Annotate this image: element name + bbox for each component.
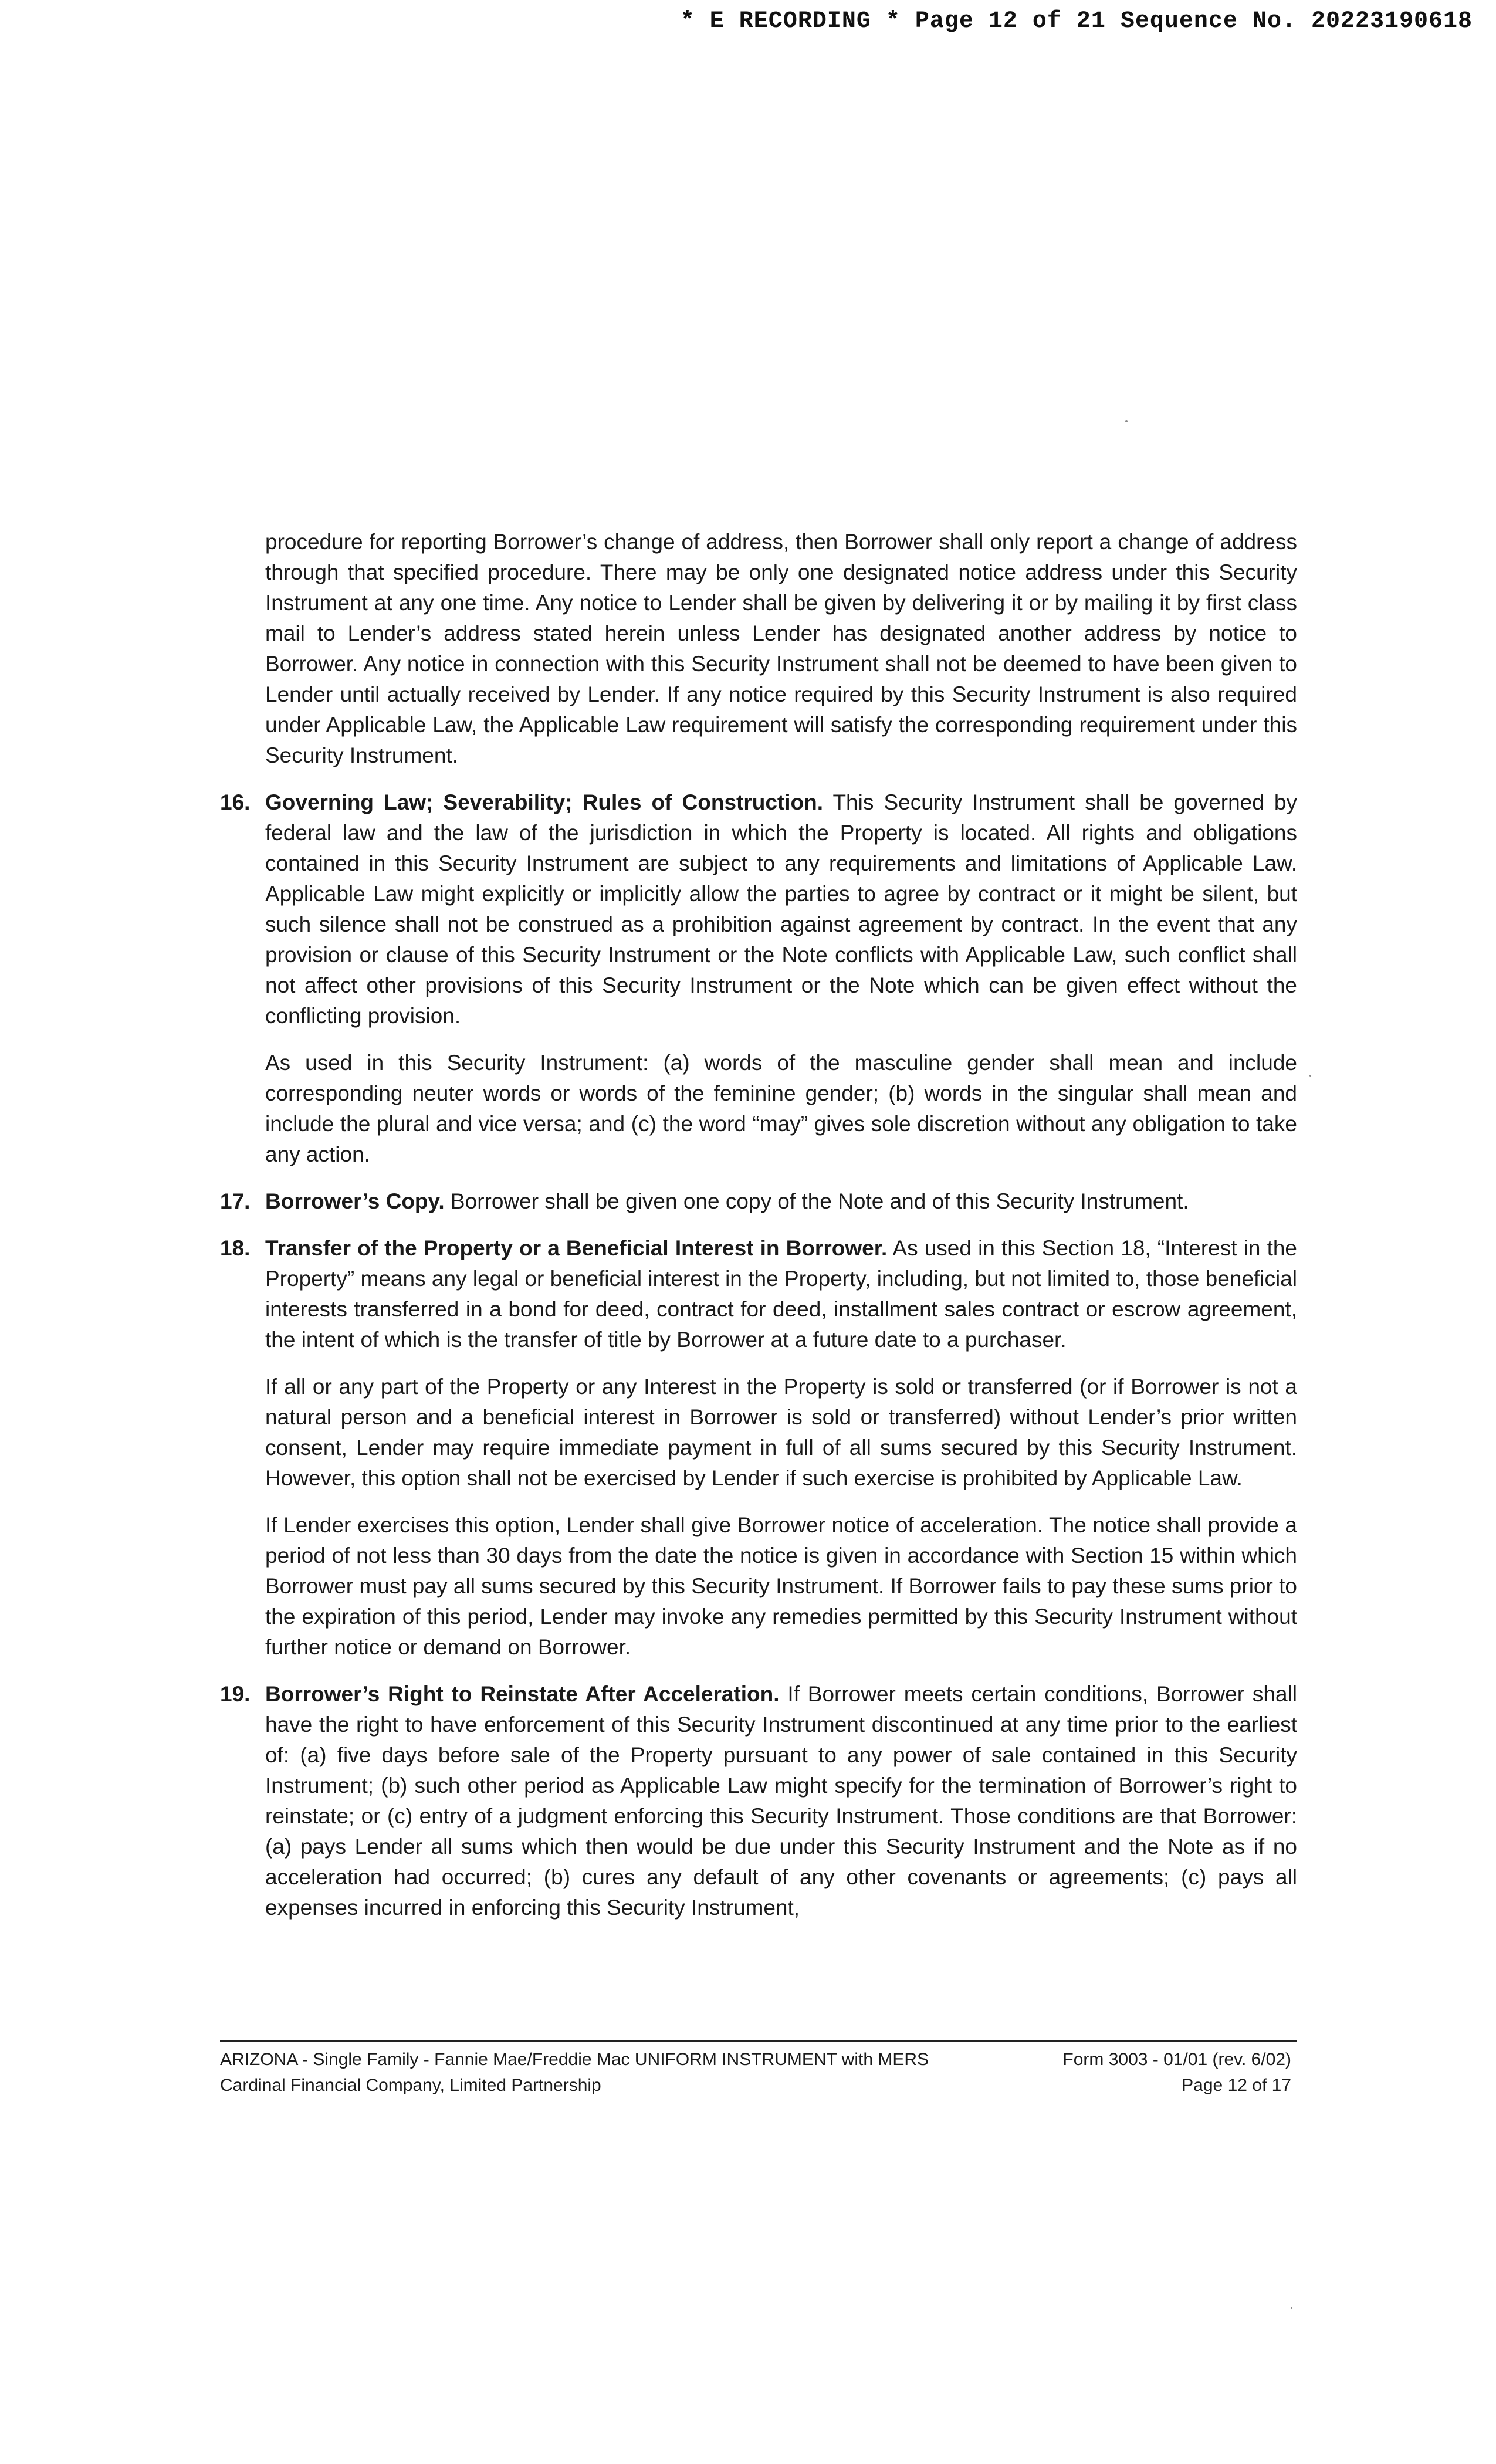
- document-body: [220, 527, 1297, 1940]
- footer-form-title: ARIZONA - Single Family - Fannie Mae/Freddie Mac UNIFORM INSTRUMENT with MERS: [220, 2050, 929, 2069]
- section-body: [265, 1186, 1297, 1217]
- section-heading: Borrower’s Right to Reinstate After Acceleration.: [265, 1682, 780, 1706]
- page-footer: [220, 2040, 1297, 2099]
- footer-lender: Cardinal Financial Company, Limited Partnership: [220, 2076, 601, 2095]
- section-17: [220, 1186, 1297, 1217]
- footer-row: [220, 2047, 1297, 2073]
- continuation-paragraph: procedure for reporting Borrower’s change of address, then Borrower shall only report a change of address through that specified procedure. There may be only one designated notice address under this Security Instrument at any one time. Any notice to Lender shall be given by delivering it or by mailing it by first class mail to Lender’s address stated herein unless Lender has designated another address by notice to Borrower. Any notice in connection with this Security Instrument shall not be deemed to have been given to Lender until actually received by Lender. If any notice required by this Security Instrument is also required under Applicable Law, the Applicable Law requirement will satisfy the corresponding requirement under this Security Instrument.: [265, 530, 1297, 767]
- section-18-paragraph: If Lender exercises this option, Lender shall give Borrower notice of acceleration. The notice shall provide a period of not less than 30 days from the date the notice is given in accordance with Section 15 within which Borrower must pay all sums secured by this Security Instrument. If Borrower fails to pay these sums prior to the expiration of this period, Lender may invoke any remedies permitted by this Security Instrument without further notice or demand on Borrower.: [265, 1513, 1297, 1659]
- section-16-paragraph: As used in this Security Instrument: (a) words of the masculine gender shall mean and include corresponding neuter words or words of the feminine gender; (b) words in the singular shall mean and include the plural and vice versa; and (c) the word “may” gives sole discretion without any obligation to take any action.: [265, 1051, 1297, 1166]
- recording-stamp-header: * E RECORDING * Page 12 of 21 Sequence No. 20223190618: [680, 8, 1473, 35]
- section-number: 19.: [220, 1682, 251, 1706]
- section-18-paragraph: If all or any part of the Property or any Interest in the Property is sold or transferred (or if Borrower is not a natural person and a beneficial interest in Borrower is sold or transferred) without Lender’s prior written consent, Lender may require immediate payment in full of all sums secured by this Security Instrument. However, this option shall not be exercised by Lender if such exercise is prohibited by Applicable Law.: [265, 1375, 1297, 1490]
- section-number: 17.: [220, 1189, 251, 1213]
- scan-speck: [1309, 1075, 1311, 1077]
- section-number: 18.: [220, 1236, 251, 1260]
- section-16: [220, 787, 1297, 1031]
- section-body: [265, 1233, 1297, 1355]
- section-heading: Borrower’s Copy.: [265, 1189, 445, 1213]
- section-text: If Borrower meets certain conditions, Borrower shall have the right to have enforcement of this Security Instrument discontinued at any time prior to the earliest of: (a) five days before sale of the Property pursuant to any power of sale contained in this Security Instrument; (b) such other period as Applicable Law might specify for the termination of Borrower’s right to reinstate; or (c) entry of a judgment enforcing this Security Instrument. Those conditions are that Borrower: (a) pays Lender all sums which then would be due under this Security Instrument and the Note as if no acceleration had occurred; (b) cures any default of any other covenants or agreements; (c) pays all expenses incurred in enforcing this Security Instrument,: [265, 1682, 1297, 1920]
- footer-form-number: Form 3003 - 01/01 (rev. 6/02): [1062, 2050, 1291, 2069]
- section-body: [265, 1679, 1297, 1923]
- scan-speck: [1125, 420, 1128, 422]
- scan-speck: [1291, 2307, 1292, 2309]
- section-19: [220, 1679, 1297, 1923]
- section-heading: Governing Law; Severability; Rules of Construction.: [265, 790, 824, 814]
- footer-page-number: Page 12 of 17: [1182, 2076, 1291, 2095]
- section-text: Borrower shall be given one copy of the Note and of this Security Instrument.: [444, 1189, 1189, 1213]
- section-18: [220, 1233, 1297, 1355]
- footer-row: [220, 2073, 1297, 2099]
- section-text: This Security Instrument shall be governed by federal law and the law of the jurisdiction in which the Property is located. All rights and obligations contained in this Security Instrument are subject to any requirements and limitations of Applicable Law. Applicable Law might explicitly or implicitly allow the parties to agree by contract or it might be silent, but such silence shall not be construed as a prohibition against agreement by contract. In the event that any provision or clause of this Security Instrument or the Note conflicts with Applicable Law, such conflict shall not affect other provisions of this Security Instrument or the Note which can be given effect without the conflicting provision.: [265, 790, 1298, 1028]
- section-text: As used in this Section 18, “Interest in the Property” means any legal or beneficial interest in the Property, including, but not limited to, those beneficial interests transferred in a bond for deed, contract for deed, installment sales contract or escrow agreement, the intent of which is the transfer of title by Borrower at a future date to a purchaser.: [265, 1236, 1298, 1352]
- section-heading: Transfer of the Property or a Beneficial Interest in Borrower.: [265, 1236, 888, 1260]
- section-number: 16.: [220, 790, 251, 814]
- section-body: [265, 787, 1297, 1031]
